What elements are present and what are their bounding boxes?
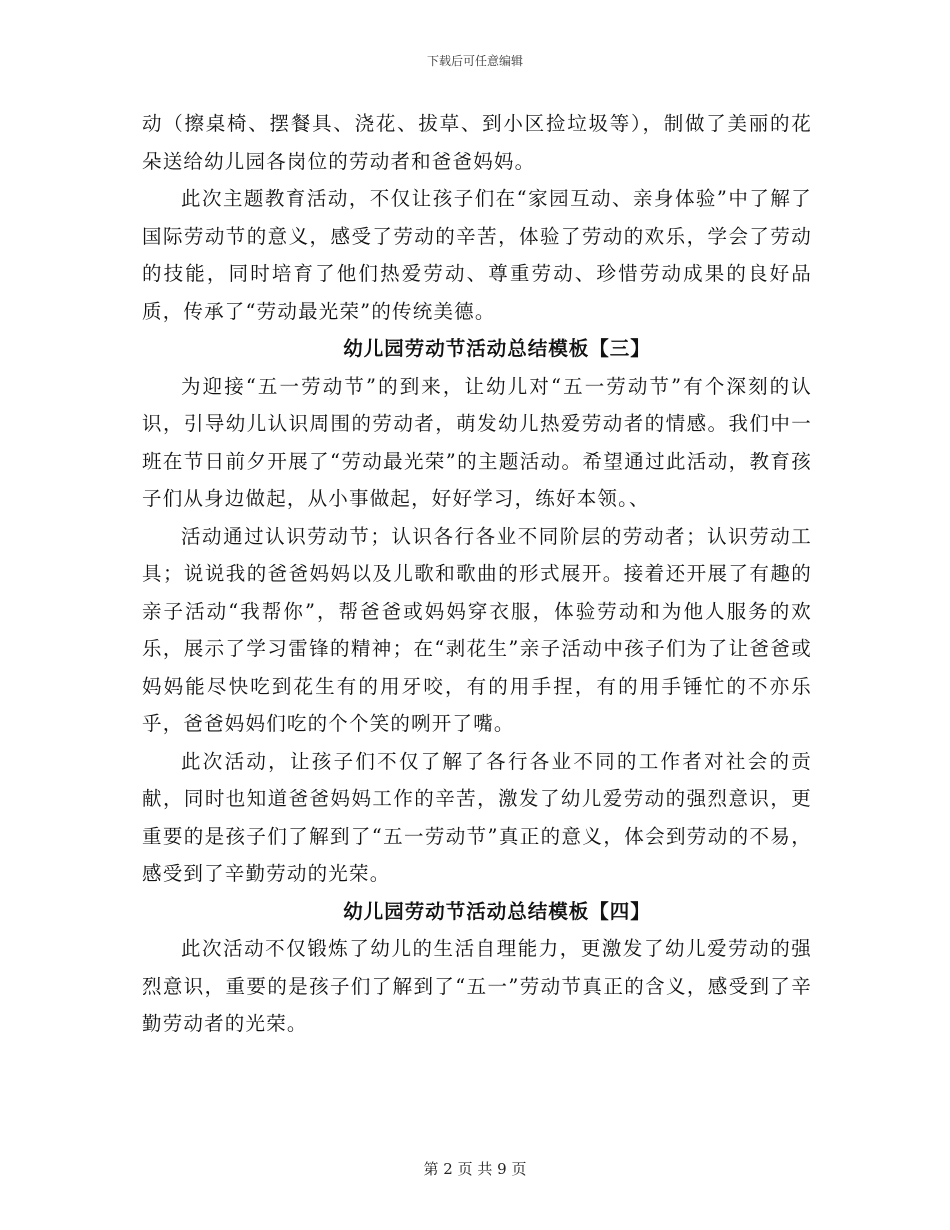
section-heading: 幼儿园劳动节活动总结模板【四】 (343, 899, 651, 923)
page-header-note: 下载后可任意编辑 (426, 54, 523, 68)
paragraph: 此次活动不仅锻炼了幼儿的生活自理能力，更激发了幼儿爱劳动的强烈意识，重要的是孩子们了解到了“五一”劳动节真正的含义，感受到了辛勤劳动者的光荣。 (142, 937, 812, 1035)
paragraph: 为迎接“五一劳动节”的到来，让幼儿对“五一劳动节”有个深刻的认识，引导幼儿认识周围的劳动者，萌发幼儿热爱劳动者的情感。我们中一班在节日前夕开展了“劳动最光荣”的主题活动。希望通过此活动，教育孩子们从身边做起，从小事做起，好好学习，练好本领。、 (142, 374, 812, 510)
paragraph: 动（擦桌椅、摆餐具、浇花、拔草、到小区捡垃圾等），制做了美丽的花朵送给幼儿园各岗位的劳动者和爸爸妈妈。 (142, 112, 812, 173)
document-body (142, 105, 812, 1043)
paragraph: 活动通过认识劳动节；认识各行各业不同阶层的劳动者；认识劳动工具；说说我的爸爸妈妈以及儿歌和歌曲的形式展开。接着还开展了有趣的亲子活动“我帮你”，帮爸爸或妈妈穿衣服，体验劳动和为他人服务的欢乐，展示了学习雷锋的精神；在“剥花生”亲子活动中孩子们为了让爸爸或妈妈能尽快吃到花生有的用牙咬，有的用手捏，有的用手锤忙的不亦乐乎，爸爸妈妈们吃的个个笑的咧开了嘴。 (142, 524, 812, 735)
page-number: 第 2 页 共 9 页 (423, 1160, 527, 1178)
paragraph: 此次主题教育活动，不仅让孩子们在“家园互动、亲身体验”中了解了国际劳动节的意义，感受了劳动的辛苦，体验了劳动的欢乐，学会了劳动的技能，同时培育了他们热爱劳动、尊重劳动、珍惜劳动成果的良好品质，传承了“劳动最光荣”的传统美德。 (142, 187, 812, 323)
paragraph: 此次活动，让孩子们不仅了解了各行各业不同的工作者对社会的贡献，同时也知道爸爸妈妈工作的辛苦，激发了幼儿爱劳动的强烈意识，更重要的是孩子们了解到了“五一劳动节”真正的意义，体会到劳动的不易，感受到了辛勤劳动的光荣。 (142, 749, 812, 885)
section-heading: 幼儿园劳动节活动总结模板【三】 (343, 337, 651, 360)
